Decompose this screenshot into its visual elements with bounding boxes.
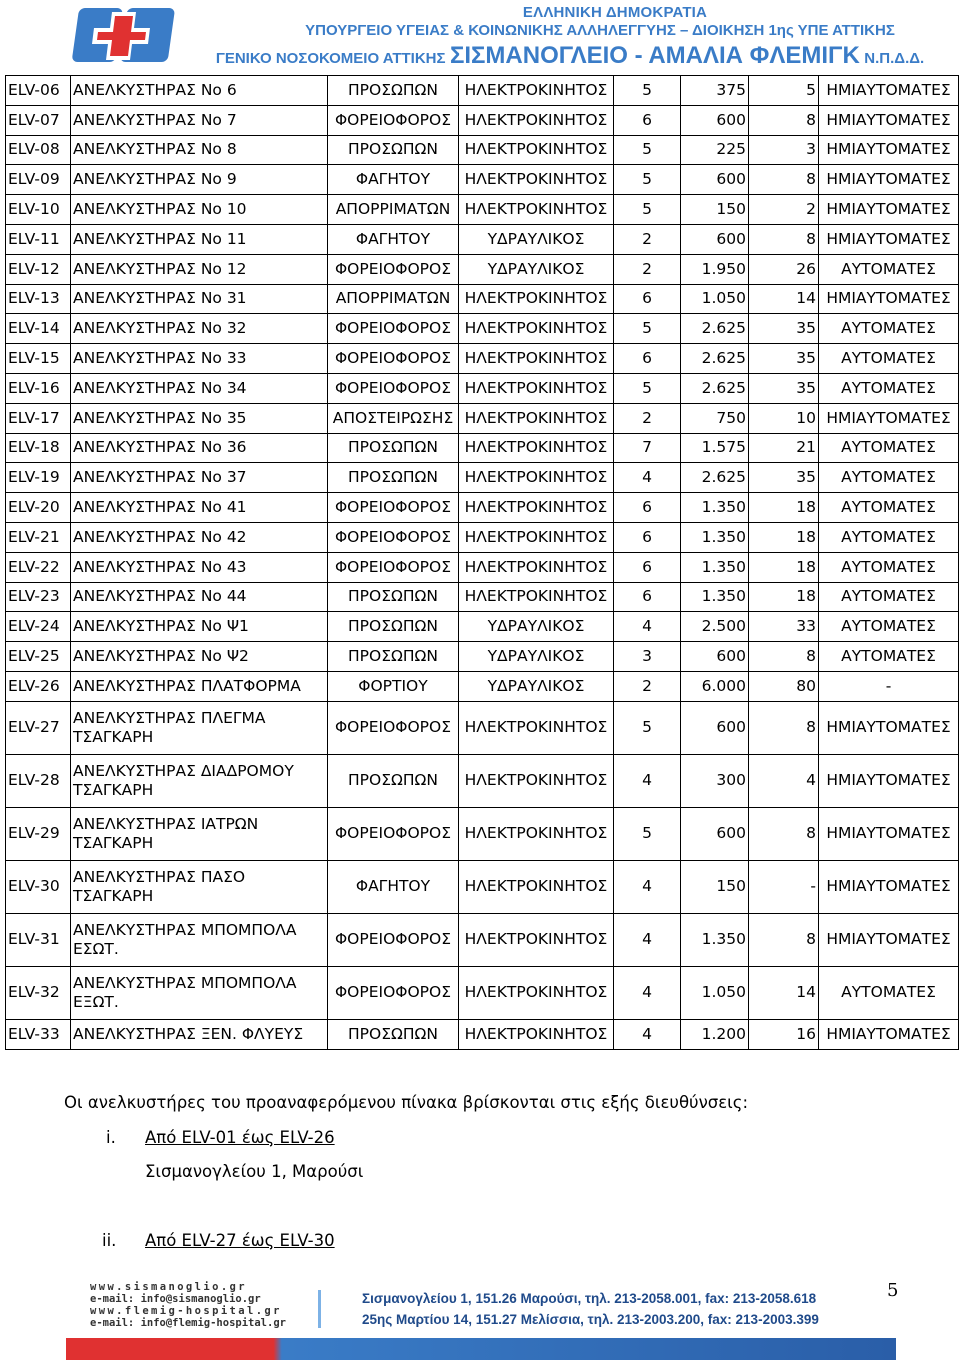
row-doors: ΑΥΤΟΜΑΤΕΣ — [819, 642, 959, 672]
row-code: ELV-08 — [6, 135, 71, 165]
row-persons: 8 — [749, 224, 819, 254]
row-doors: ΗΜΙΑΥΤΟΜΑΤΕΣ — [819, 284, 959, 314]
row-type: ΠΡΟΣΩΠΩΝ — [328, 1019, 459, 1049]
row-code: ELV-06 — [6, 76, 71, 106]
row-load: 300 — [681, 754, 749, 807]
row-load: 1.950 — [681, 254, 749, 284]
row-drive: ΗΛΕΚΤΡΟΚΙΝΗΤΟΣ — [459, 105, 614, 135]
row-persons: 35 — [749, 344, 819, 374]
row-type: ΠΡΟΣΩΠΩΝ — [328, 135, 459, 165]
row-load: 1.200 — [681, 1019, 749, 1049]
row-stops: 4 — [614, 966, 681, 1019]
row-doors: ΗΜΙΑΥΤΟΜΑΤΕΣ — [819, 165, 959, 195]
hospital-name: ΣΙΣΜΑΝΟΓΛΕΙΟ - ΑΜΑΛΙΑ ΦΛΕΜΙΓΚ — [449, 42, 860, 69]
row-type: ΠΡΟΣΩΠΩΝ — [328, 754, 459, 807]
row-persons: 21 — [749, 433, 819, 463]
row-drive: ΗΛΕΚΤΡΟΚΙΝΗΤΟΣ — [459, 582, 614, 612]
row-name: ΑΝΕΛΚΥΣΤΗΡΑΣ ΔΙΑΔΡΟΜΟΥ ΤΣΑΓΚΑΡΗ — [71, 754, 328, 807]
row-persons: 33 — [749, 612, 819, 642]
row-name: ΑΝΕΛΚΥΣΤΗΡΑΣ Νο 11 — [71, 224, 328, 254]
row-name: ΑΝΕΛΚΥΣΤΗΡΑΣ Νο Ψ2 — [71, 642, 328, 672]
row-name: ΑΝΕΛΚΥΣΤΗΡΑΣ Νο 6 — [71, 76, 328, 106]
row-doors: ΑΥΤΟΜΑΤΕΣ — [819, 373, 959, 403]
row-type: ΦΟΡΕΙΟΦΟΡΟΣ — [328, 314, 459, 344]
table-row — [6, 860, 959, 913]
table-row — [6, 195, 959, 225]
row-persons: 35 — [749, 373, 819, 403]
row-drive: ΥΔΡΑΥΛΙΚΟΣ — [459, 254, 614, 284]
email-link-2[interactable]: e-mail: info@flemig-hospital.gr — [90, 1317, 286, 1329]
table-row — [6, 522, 959, 552]
row-doors: ΑΥΤΟΜΑΤΕΣ — [819, 522, 959, 552]
table-row — [6, 344, 959, 374]
row-code: ELV-23 — [6, 582, 71, 612]
row-doors: ΗΜΙΑΥΤΟΜΑΤΕΣ — [819, 76, 959, 106]
row-load: 1.350 — [681, 913, 749, 966]
row-type: ΦΟΡΕΙΟΦΟΡΟΣ — [328, 913, 459, 966]
row-type: ΠΡΟΣΩΠΩΝ — [328, 463, 459, 493]
hospital-cross-logo — [70, 2, 182, 68]
row-code: ELV-17 — [6, 403, 71, 433]
row-persons: 3 — [749, 135, 819, 165]
page-number: 5 — [887, 1280, 899, 1301]
row-drive: ΗΛΕΚΤΡΟΚΙΝΗΤΟΣ — [459, 284, 614, 314]
row-drive: ΗΛΕΚΤΡΟΚΙΝΗΤΟΣ — [459, 552, 614, 582]
row-stops: 5 — [614, 314, 681, 344]
row-persons: 35 — [749, 314, 819, 344]
row-load: 1.050 — [681, 966, 749, 1019]
row-name: ΑΝΕΛΚΥΣΤΗΡΑΣ Νο 35 — [71, 403, 328, 433]
table-row — [6, 314, 959, 344]
row-load: 600 — [681, 165, 749, 195]
row-code: ELV-10 — [6, 195, 71, 225]
row-doors: ΗΜΙΑΥΤΟΜΑΤΕΣ — [819, 754, 959, 807]
row-doors: ΗΜΙΑΥΤΟΜΑΤΕΣ — [819, 913, 959, 966]
row-doors: ΗΜΙΑΥΤΟΜΑΤΕΣ — [819, 224, 959, 254]
footer-address-2: 25ης Μαρτίου 14, 151.27 Μελίσσια, τηλ. 213-2003.200, fax: 213-2003.399 — [362, 1312, 819, 1327]
row-code: ELV-15 — [6, 344, 71, 374]
row-drive: ΗΛΕΚΤΡΟΚΙΝΗΤΟΣ — [459, 1019, 614, 1049]
list-numeral: i. — [106, 1128, 116, 1147]
row-name: ΑΝΕΛΚΥΣΤΗΡΑΣ Νο 42 — [71, 522, 328, 552]
table-row — [6, 493, 959, 523]
header-line-2: ΥΠΟΥΡΓΕΙΟ ΥΓΕΙΑΣ & ΚΟΙΝΩΝΙΚΗΣ ΑΛΛΗΛΕΓΓΥΗΣ – ΔΙΟΙΚΗΣΗ 1ης ΥΠΕ ΑΤΤΙΚΗΣ — [305, 22, 895, 39]
row-doors: ΑΥΤΟΜΑΤΕΣ — [819, 433, 959, 463]
row-name: ΑΝΕΛΚΥΣΤΗΡΑΣ Νο 8 — [71, 135, 328, 165]
row-type: ΦΟΡΕΙΟΦΟΡΟΣ — [328, 966, 459, 1019]
row-drive: ΗΛΕΚΤΡΟΚΙΝΗΤΟΣ — [459, 373, 614, 403]
table-row — [6, 135, 959, 165]
row-code: ELV-28 — [6, 754, 71, 807]
row-code: ELV-16 — [6, 373, 71, 403]
row-stops: 6 — [614, 105, 681, 135]
table-row — [6, 433, 959, 463]
row-drive: ΗΛΕΚΤΡΟΚΙΝΗΤΟΣ — [459, 966, 614, 1019]
row-stops: 4 — [614, 612, 681, 642]
row-name: ΑΝΕΛΚΥΣΤΗΡΑΣ Νο 9 — [71, 165, 328, 195]
row-drive: ΗΛΕΚΤΡΟΚΙΝΗΤΟΣ — [459, 135, 614, 165]
row-drive: ΗΛΕΚΤΡΟΚΙΝΗΤΟΣ — [459, 701, 614, 754]
row-load: 2.500 — [681, 612, 749, 642]
row-stops: 6 — [614, 582, 681, 612]
row-drive: ΥΔΡΑΥΛΙΚΟΣ — [459, 671, 614, 701]
row-name: ΑΝΕΛΚΥΣΤΗΡΑΣ Νο 37 — [71, 463, 328, 493]
table-row — [6, 165, 959, 195]
row-type: ΦΟΡΕΙΟΦΟΡΟΣ — [328, 493, 459, 523]
row-code: ELV-22 — [6, 552, 71, 582]
row-name: ΑΝΕΛΚΥΣΤΗΡΑΣ Νο 7 — [71, 105, 328, 135]
row-name: ΑΝΕΛΚΥΣΤΗΡΑΣ ΠΛΑΤΦΟΡΜΑ — [71, 671, 328, 701]
row-persons: 8 — [749, 165, 819, 195]
row-name: ΑΝΕΛΚΥΣΤΗΡΑΣ Νο 12 — [71, 254, 328, 284]
row-type: ΦΑΓΗΤΟΥ — [328, 165, 459, 195]
row-code: ELV-09 — [6, 165, 71, 195]
row-stops: 6 — [614, 552, 681, 582]
row-drive: ΗΛΕΚΤΡΟΚΙΝΗΤΟΣ — [459, 433, 614, 463]
row-persons: 8 — [749, 807, 819, 860]
footer-divider — [318, 1290, 321, 1328]
row-stops: 4 — [614, 860, 681, 913]
row-doors: ΗΜΙΑΥΤΟΜΑΤΕΣ — [819, 195, 959, 225]
row-code: ELV-27 — [6, 701, 71, 754]
row-type: ΠΡΟΣΩΠΩΝ — [328, 612, 459, 642]
row-code: ELV-11 — [6, 224, 71, 254]
row-persons: - — [749, 860, 819, 913]
row-load: 2.625 — [681, 463, 749, 493]
row-persons: 8 — [749, 105, 819, 135]
row-persons: 80 — [749, 671, 819, 701]
row-persons: 2 — [749, 195, 819, 225]
row-name: ΑΝΕΛΚΥΣΤΗΡΑΣ ΜΠΟΜΠΟΛΑ ΕΞΩΤ. — [71, 966, 328, 1019]
row-doors: ΗΜΙΑΥΤΟΜΑΤΕΣ — [819, 860, 959, 913]
row-type: ΠΡΟΣΩΠΩΝ — [328, 433, 459, 463]
row-load: 600 — [681, 642, 749, 672]
row-drive: ΗΛΕΚΤΡΟΚΙΝΗΤΟΣ — [459, 913, 614, 966]
row-name: ΑΝΕΛΚΥΣΤΗΡΑΣ Νο 10 — [71, 195, 328, 225]
row-name: ΑΝΕΛΚΥΣΤΗΡΑΣ Νο 31 — [71, 284, 328, 314]
addresses-intro: Οι ανελκυστήρες του προαναφερόμενου πίνακα βρίσκονται στις εξής διευθύνσεις: — [64, 1093, 749, 1112]
table-row — [6, 76, 959, 106]
row-code: ELV-07 — [6, 105, 71, 135]
row-load: 375 — [681, 76, 749, 106]
row-type: ΦΟΡΤΙΟΥ — [328, 671, 459, 701]
row-type: ΑΠΟΡΡΙΜΑΤΩΝ — [328, 284, 459, 314]
row-type: ΦΟΡΕΙΟΦΟΡΟΣ — [328, 105, 459, 135]
table-row — [6, 701, 959, 754]
row-doors: ΗΜΙΑΥΤΟΜΑΤΕΣ — [819, 135, 959, 165]
list-numeral: ii. — [102, 1231, 117, 1250]
row-load: 1.575 — [681, 433, 749, 463]
page-header — [0, 0, 960, 72]
row-stops: 2 — [614, 671, 681, 701]
row-type: ΦΟΡΕΙΟΦΟΡΟΣ — [328, 701, 459, 754]
row-name: ΑΝΕΛΚΥΣΤΗΡΑΣ Νο 32 — [71, 314, 328, 344]
row-drive: ΗΛΕΚΤΡΟΚΙΝΗΤΟΣ — [459, 165, 614, 195]
row-name: ΑΝΕΛΚΥΣΤΗΡΑΣ Νο Ψ1 — [71, 612, 328, 642]
table-row — [6, 463, 959, 493]
row-load: 750 — [681, 403, 749, 433]
row-doors: ΗΜΙΑΥΤΟΜΑΤΕΣ — [819, 403, 959, 433]
row-drive: ΥΔΡΑΥΛΙΚΟΣ — [459, 612, 614, 642]
row-load: 225 — [681, 135, 749, 165]
row-type: ΦΟΡΕΙΟΦΟΡΟΣ — [328, 522, 459, 552]
row-name: ΑΝΕΛΚΥΣΤΗΡΑΣ ΜΠΟΜΠΟΛΑ ΕΣΩΤ. — [71, 913, 328, 966]
row-type: ΠΡΟΣΩΠΩΝ — [328, 76, 459, 106]
row-load: 600 — [681, 807, 749, 860]
row-doors: ΑΥΤΟΜΑΤΕΣ — [819, 612, 959, 642]
row-stops: 2 — [614, 403, 681, 433]
row-persons: 16 — [749, 1019, 819, 1049]
table-row — [6, 913, 959, 966]
row-drive: ΗΛΕΚΤΡΟΚΙΝΗΤΟΣ — [459, 754, 614, 807]
table-row — [6, 1019, 959, 1049]
website-link-1[interactable]: www.sismanoglio.gr — [90, 1281, 247, 1293]
row-code: ELV-14 — [6, 314, 71, 344]
footer-color-bar — [66, 1338, 896, 1360]
website-link-2[interactable]: www.flemig-hospital.gr — [90, 1305, 282, 1317]
row-name: ΑΝΕΛΚΥΣΤΗΡΑΣ Νο 43 — [71, 552, 328, 582]
row-name: ΑΝΕΛΚΥΣΤΗΡΑΣ Νο 34 — [71, 373, 328, 403]
row-type: ΑΠΟΡΡΙΜΑΤΩΝ — [328, 195, 459, 225]
row-stops: 4 — [614, 1019, 681, 1049]
row-stops: 2 — [614, 254, 681, 284]
row-type: ΦΟΡΕΙΟΦΟΡΟΣ — [328, 344, 459, 374]
row-stops: 4 — [614, 463, 681, 493]
row-type: ΦΟΡΕΙΟΦΟΡΟΣ — [328, 807, 459, 860]
row-code: ELV-13 — [6, 284, 71, 314]
row-drive: ΗΛΕΚΤΡΟΚΙΝΗΤΟΣ — [459, 807, 614, 860]
row-load: 150 — [681, 860, 749, 913]
row-doors: ΗΜΙΑΥΤΟΜΑΤΕΣ — [819, 807, 959, 860]
row-persons: 18 — [749, 552, 819, 582]
row-persons: 14 — [749, 966, 819, 1019]
row-drive: ΗΛΕΚΤΡΟΚΙΝΗΤΟΣ — [459, 860, 614, 913]
row-doors: ΑΥΤΟΜΑΤΕΣ — [819, 463, 959, 493]
row-load: 150 — [681, 195, 749, 225]
row-type: ΦΟΡΕΙΟΦΟΡΟΣ — [328, 373, 459, 403]
row-doors: ΑΥΤΟΜΑΤΕΣ — [819, 344, 959, 374]
row-code: ELV-20 — [6, 493, 71, 523]
row-stops: 6 — [614, 522, 681, 552]
row-persons: 18 — [749, 493, 819, 523]
row-drive: ΥΔΡΑΥΛΙΚΟΣ — [459, 642, 614, 672]
table-row — [6, 105, 959, 135]
row-drive: ΗΛΕΚΤΡΟΚΙΝΗΤΟΣ — [459, 522, 614, 552]
row-persons: 35 — [749, 463, 819, 493]
table-row — [6, 642, 959, 672]
row-type: ΠΡΟΣΩΠΩΝ — [328, 642, 459, 672]
address-item-1: Σισμανογλείου 1, Μαρούσι — [145, 1162, 364, 1181]
row-stops: 4 — [614, 754, 681, 807]
table-row — [6, 582, 959, 612]
row-persons: 18 — [749, 522, 819, 552]
row-name: ΑΝΕΛΚΥΣΤΗΡΑΣ Νο 41 — [71, 493, 328, 523]
row-doors: ΑΥΤΟΜΑΤΕΣ — [819, 493, 959, 523]
row-code: ELV-32 — [6, 966, 71, 1019]
row-drive: ΗΛΕΚΤΡΟΚΙΝΗΤΟΣ — [459, 314, 614, 344]
row-load: 2.625 — [681, 314, 749, 344]
row-name: ΑΝΕΛΚΥΣΤΗΡΑΣ ΙΑΤΡΩΝ ΤΣΑΓΚΑΡΗ — [71, 807, 328, 860]
table-row — [6, 224, 959, 254]
row-persons: 18 — [749, 582, 819, 612]
table-row — [6, 966, 959, 1019]
table-row — [6, 552, 959, 582]
row-type: ΦΟΡΕΙΟΦΟΡΟΣ — [328, 552, 459, 582]
row-stops: 5 — [614, 701, 681, 754]
hospital-type: ΓΕΝΙΚΟ ΝΟΣΟΚΟΜΕΙΟ ΑΤΤΙΚΗΣ — [215, 50, 446, 67]
elevator-table — [5, 75, 959, 1050]
row-type: ΦΟΡΕΙΟΦΟΡΟΣ — [328, 254, 459, 284]
row-code: ELV-12 — [6, 254, 71, 284]
row-stops: 5 — [614, 76, 681, 106]
row-persons: 5 — [749, 76, 819, 106]
hospital-suffix: Ν.Π.Δ.Δ. — [864, 50, 925, 67]
row-persons: 8 — [749, 701, 819, 754]
row-name: ΑΝΕΛΚΥΣΤΗΡΑΣ Νο 44 — [71, 582, 328, 612]
row-persons: 8 — [749, 642, 819, 672]
row-code: ELV-26 — [6, 671, 71, 701]
row-name: ΑΝΕΛΚΥΣΤΗΡΑΣ ΞΕΝ. ΦΛΥΕΥΣ — [71, 1019, 328, 1049]
row-stops: 5 — [614, 165, 681, 195]
row-doors: ΑΥΤΟΜΑΤΕΣ — [819, 552, 959, 582]
row-load: 1.350 — [681, 522, 749, 552]
row-persons: 4 — [749, 754, 819, 807]
row-doors: ΑΥΤΟΜΑΤΕΣ — [819, 966, 959, 1019]
row-load: 600 — [681, 701, 749, 754]
row-name: ΑΝΕΛΚΥΣΤΗΡΑΣ ΠΑΣΟ ΤΣΑΓΚΑΡΗ — [71, 860, 328, 913]
row-code: ELV-19 — [6, 463, 71, 493]
row-name: ΑΝΕΛΚΥΣΤΗΡΑΣ Νο 36 — [71, 433, 328, 463]
row-stops: 5 — [614, 195, 681, 225]
row-load: 6.000 — [681, 671, 749, 701]
row-persons: 14 — [749, 284, 819, 314]
row-code: ELV-24 — [6, 612, 71, 642]
row-name: ΑΝΕΛΚΥΣΤΗΡΑΣ ΠΛΕΓΜΑ ΤΣΑΓΚΑΡΗ — [71, 701, 328, 754]
row-drive: ΥΔΡΑΥΛΙΚΟΣ — [459, 224, 614, 254]
row-persons: 10 — [749, 403, 819, 433]
row-code: ELV-25 — [6, 642, 71, 672]
row-doors: - — [819, 671, 959, 701]
row-type: ΑΠΟΣΤΕΙΡΩΣΗΣ — [328, 403, 459, 433]
row-doors: ΑΥΤΟΜΑΤΕΣ — [819, 314, 959, 344]
row-drive: ΗΛΕΚΤΡΟΚΙΝΗΤΟΣ — [459, 344, 614, 374]
row-load: 1.350 — [681, 582, 749, 612]
row-persons: 26 — [749, 254, 819, 284]
row-stops: 2 — [614, 224, 681, 254]
row-stops: 7 — [614, 433, 681, 463]
row-load: 600 — [681, 105, 749, 135]
row-load: 2.625 — [681, 373, 749, 403]
row-code: ELV-21 — [6, 522, 71, 552]
table-row — [6, 403, 959, 433]
row-load: 1.350 — [681, 552, 749, 582]
row-drive: ΗΛΕΚΤΡΟΚΙΝΗΤΟΣ — [459, 76, 614, 106]
table-row — [6, 284, 959, 314]
row-doors: ΑΥΤΟΜΑΤΕΣ — [819, 254, 959, 284]
row-doors: ΗΜΙΑΥΤΟΜΑΤΕΣ — [819, 1019, 959, 1049]
row-stops: 6 — [614, 284, 681, 314]
footer-address-1: Σισμανογλείου 1, 151.26 Μαρούσι, τηλ. 213-2058.001, fax: 213-2058.618 — [362, 1291, 817, 1306]
row-load: 1.350 — [681, 493, 749, 523]
row-type: ΦΑΓΗΤΟΥ — [328, 860, 459, 913]
row-stops: 5 — [614, 373, 681, 403]
row-stops: 5 — [614, 807, 681, 860]
row-code: ELV-29 — [6, 807, 71, 860]
row-stops: 6 — [614, 344, 681, 374]
row-drive: ΗΛΕΚΤΡΟΚΙΝΗΤΟΣ — [459, 463, 614, 493]
row-type: ΦΑΓΗΤΟΥ — [328, 224, 459, 254]
table-row — [6, 254, 959, 284]
row-stops: 6 — [614, 493, 681, 523]
email-link-1[interactable]: e-mail: info@sismanoglio.gr — [90, 1293, 261, 1305]
row-load: 1.050 — [681, 284, 749, 314]
table-row — [6, 754, 959, 807]
row-name: ΑΝΕΛΚΥΣΤΗΡΑΣ Νο 33 — [71, 344, 328, 374]
row-type: ΠΡΟΣΩΠΩΝ — [328, 582, 459, 612]
row-code: ELV-30 — [6, 860, 71, 913]
row-drive: ΗΛΕΚΤΡΟΚΙΝΗΤΟΣ — [459, 403, 614, 433]
row-code: ELV-31 — [6, 913, 71, 966]
row-drive: ΗΛΕΚΤΡΟΚΙΝΗΤΟΣ — [459, 493, 614, 523]
row-load: 2.625 — [681, 344, 749, 374]
header-line-1: ΕΛΛΗΝΙΚΗ ΔΗΜΟΚΡΑΤΙΑ — [522, 4, 708, 21]
row-stops: 3 — [614, 642, 681, 672]
table-row — [6, 807, 959, 860]
table-row — [6, 671, 959, 701]
row-code: ELV-33 — [6, 1019, 71, 1049]
footer-contacts — [90, 1281, 286, 1329]
row-stops: 4 — [614, 913, 681, 966]
row-doors: ΑΥΤΟΜΑΤΕΣ — [819, 582, 959, 612]
row-drive: ΗΛΕΚΤΡΟΚΙΝΗΤΟΣ — [459, 195, 614, 225]
row-stops: 5 — [614, 135, 681, 165]
footer-addresses — [362, 1288, 819, 1330]
row-persons: 8 — [749, 913, 819, 966]
table-row — [6, 373, 959, 403]
row-code: ELV-18 — [6, 433, 71, 463]
range-item-2: Από ELV-27 έως ELV-30 — [145, 1231, 335, 1250]
header-line-3 — [200, 42, 940, 70]
range-item-1: Από ELV-01 έως ELV-26 — [145, 1128, 335, 1147]
row-doors: ΗΜΙΑΥΤΟΜΑΤΕΣ — [819, 105, 959, 135]
row-doors: ΗΜΙΑΥΤΟΜΑΤΕΣ — [819, 701, 959, 754]
table-row — [6, 612, 959, 642]
row-load: 600 — [681, 224, 749, 254]
